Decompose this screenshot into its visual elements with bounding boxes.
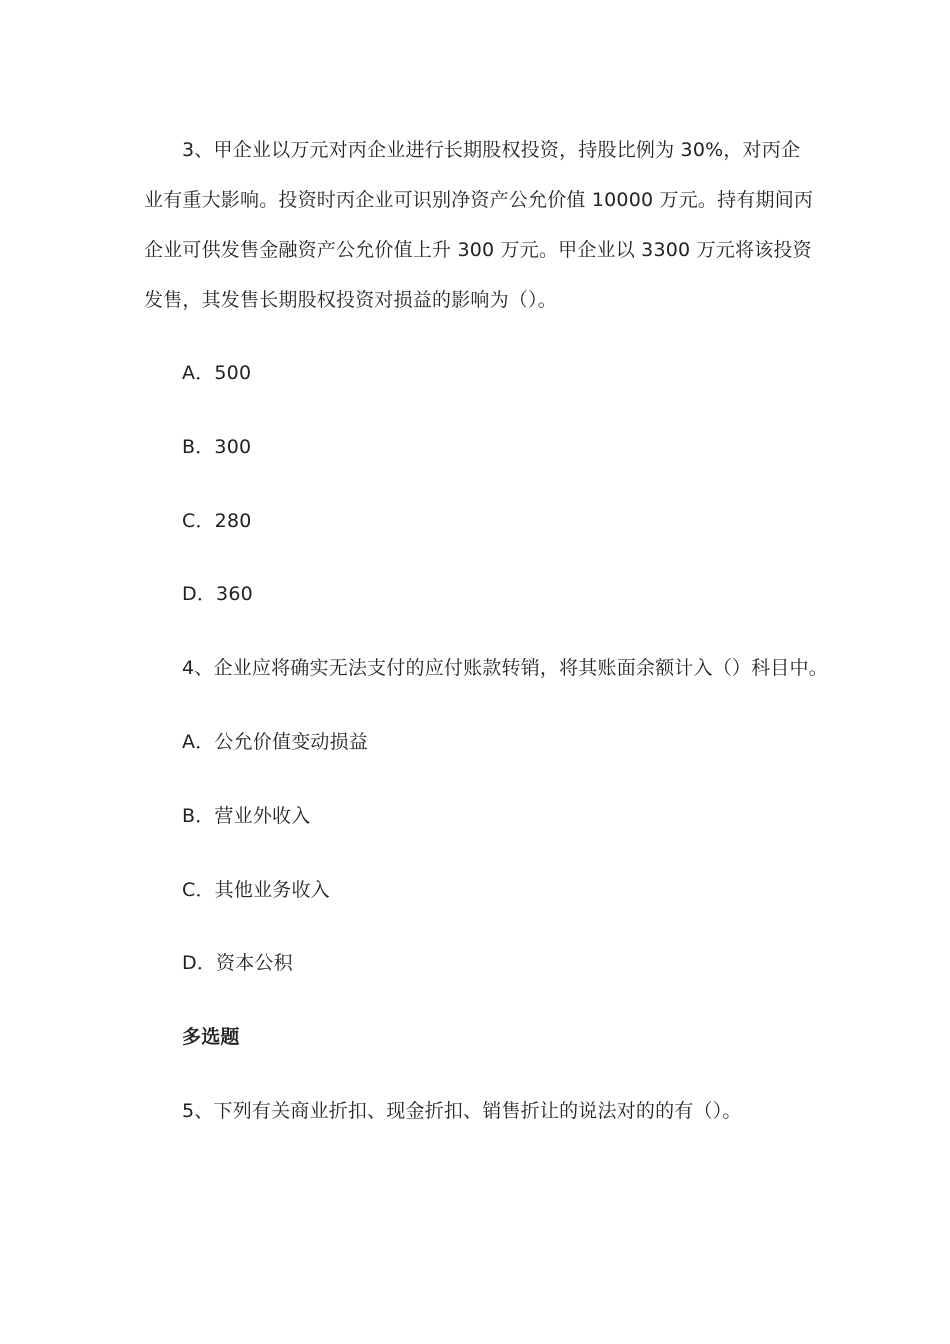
q3-option-a: A．500 bbox=[182, 362, 252, 384]
q4-option-c: C．其他业务收入 bbox=[182, 879, 330, 901]
q3-stem-line-4: 发售，其发售长期股权投资对损益的影响为（）。 bbox=[144, 289, 557, 311]
q5-stem: 5、下列有关商业折扣、现金折扣、销售折让的说法对的的有（）。 bbox=[182, 1100, 742, 1122]
section-heading-multiple-choice: 多选题 bbox=[182, 1026, 240, 1048]
q3-stem-line-1: 3、甲企业以万元对丙企业进行长期股权投资，持股比例为 30%，对丙企 bbox=[182, 139, 801, 161]
q4-option-a: A．公允价值变动损益 bbox=[182, 731, 368, 753]
q3-option-b: B．300 bbox=[182, 436, 252, 458]
q4-option-d: D．资本公积 bbox=[182, 952, 293, 974]
q4-option-b: B．营业外收入 bbox=[182, 805, 311, 827]
q3-option-d: D．360 bbox=[182, 583, 253, 605]
q3-stem-line-2: 业有重大影响。投资时丙企业可识别净资产公允价值 10000 万元。持有期间丙 bbox=[144, 189, 814, 211]
q3-option-c: C．280 bbox=[182, 510, 252, 532]
q4-stem: 4、企业应将确实无法支付的应付账款转销，将其账面余额计入（）科目中。 bbox=[182, 657, 828, 679]
q3-stem-line-3: 企业可供发售金融资产公允价值上升 300 万元。甲企业以 3300 万元将该投资 bbox=[144, 239, 812, 261]
